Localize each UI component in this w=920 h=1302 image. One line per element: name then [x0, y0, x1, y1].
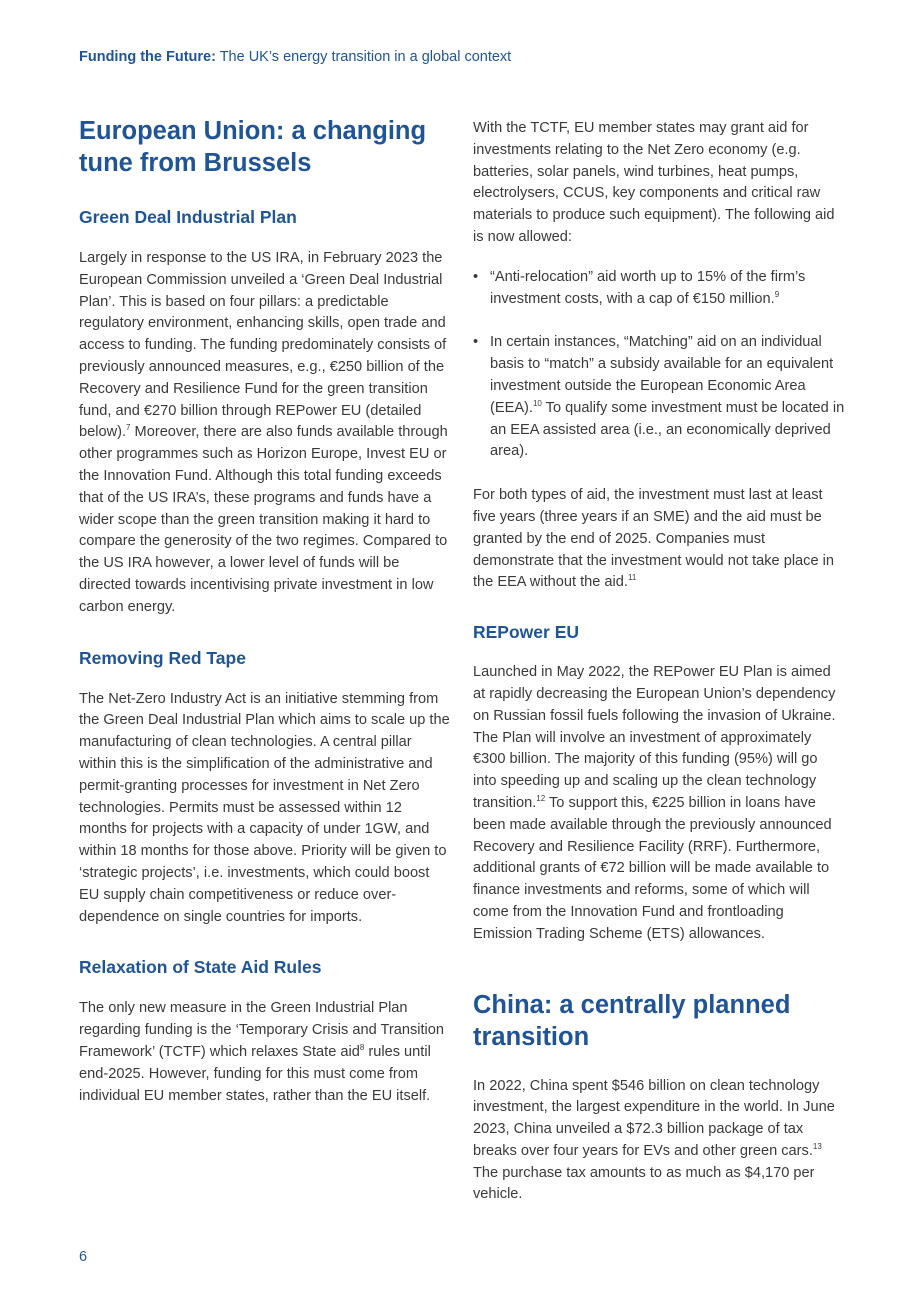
eu-title: European Union: a changing tune from Brussels — [79, 117, 427, 177]
footnote-ref: 10 — [532, 398, 542, 408]
page-number: 6 — [79, 1249, 88, 1265]
footnote-ref: 7 — [126, 423, 131, 433]
state-aid-body: The only new measure in the Green Industrial Plan regarding funding is the ‘Temporary Crisis and Transition Framework’ (TCTF) which relaxes State aid$^8$ rules until end-2025. However, funding for this must come from individual EU member states, rather than the EU itself. — [79, 1000, 445, 1104]
state-aid-heading: Relaxation of State Aid Rules — [79, 957, 322, 978]
header-rest: The UK’s energy transition in a global context — [215, 49, 512, 65]
footnote-ref: 13 — [812, 1142, 822, 1152]
footnote-ref: 11 — [627, 573, 637, 583]
footnote-ref: 12 — [536, 794, 546, 804]
right-column — [473, 118, 845, 1206]
green-deal-body: Largely in response to the US IRA, in February 2023 the European Commission unveiled a ‘Green Deal Industrial Plan’. This is based on four pillars: a predictable regulatory environment, enhancing skills, open trade and access to funding. The funding predominately consists of previously announced measures, e.g., €250 billion of the Recovery and Resilience Fund for the green transition fund, and €270 billion through REPower EU (detailed below).$^7$ Moreover, there are also funds available through other programmes such as Horizon Europe, Invest EU or the Innovation Fund. Although this total funding exceeds that of the US IRA’s, these programs and funds have a wider scope than the green transition making it hard to compare the generosity of the two regimes. Compared to the US IRA however, a lower level of funds will be directed towards incentivising private investment in low carbon energy. — [79, 250, 448, 615]
list-item: • “Anti-relocation” aid worth up to 15% of the firm’s investment costs, with a cap of €150 million.$^9$ — [473, 267, 845, 311]
red-tape-body: The Net-Zero Industry Act is an initiative stemming from the Green Deal Industrial Plan which aims to scale up the manufacturing of clean technologies. A central pillar within this is the simplification of the administrative and permit-granting processes for investment in Net Zero technologies. Permits must be assessed within 12 months for projects with a capacity of under 1GW, and within 18 months for those above. Priority will be given to ‘strategic projects’, i.e. investments, which could boost EU supply chain competitiveness or reduce over-dependence on single countries for imports. — [79, 690, 450, 925]
aid-conditions-body: For both types of aid, the investment must last at least five years (three years if an SME) and the aid must be granted by the end of 2025. Companies must demonstrate that the investment would not take place in the EEA without the aid.$^{11}$ — [473, 487, 835, 591]
footnote-ref: 8 — [359, 1043, 365, 1053]
footnote-ref: 9 — [774, 289, 780, 299]
tctf-intro: With the TCTF, EU member states may grant aid for investments relating to the Net Zero economy (e.g. batteries, solar panels, wind turbines, heat pumps, electrolysers, CCUS, key components and critical raw materials to produce such equipment). The following aid is now allowed: — [473, 120, 835, 245]
china-title: China: a centrally planned transition — [473, 990, 791, 1051]
china-body: In 2022, China spent $546 billion on clean technology investment, the largest expenditure in the world. In June 2023, China unveiled a $72.3 billion package of tax breaks over four years for EVs and other green cars.$^{13}$ The purchase tax amounts to as much as $4,170 per vehicle. — [473, 1077, 835, 1203]
list-item: • In certain instances, “Matching” aid on an individual basis to “match” a subsidy available for an equivalent investment outside the European Economic Area (EEA).$^{10}$ To qualify some investment must be located in an EEA assisted area (i.e., an economically deprived area). — [473, 332, 845, 463]
running-header — [79, 49, 511, 65]
red-tape-heading: Removing Red Tape — [79, 647, 246, 668]
header-bold: Funding the Future: — [79, 49, 216, 65]
repower-body: Launched in May 2022, the REPower EU Plan is aimed at rapidly decreasing the European Union’s dependency on Russian fossil fuels following the invasion of Ukraine. The Plan will involve an investment of approximately €300 billion. The majority of this funding (95%) will go into speeding up and scaling up the clean technology transition.$^{12}$ To support this, €225 billion in loans have been made available through the previously announced Recovery and Resilience Facility (RRF). Furthermore, additional grants of €72 billion will be made available to finance investments and reforms, some of which will come from the Innovation Fund and frontloading Emission Trading Scheme (ETS) allowances. — [473, 664, 836, 942]
repower-heading: REPower EU — [473, 622, 579, 643]
aid-list — [473, 267, 845, 463]
green-deal-heading: Green Deal Industrial Plan — [79, 207, 297, 227]
left-column — [79, 115, 451, 1135]
